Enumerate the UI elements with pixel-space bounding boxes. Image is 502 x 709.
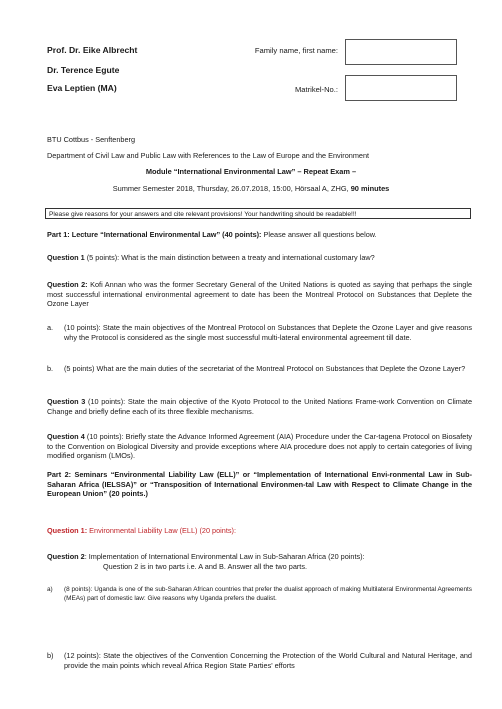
examiner-name-1: Prof. Dr. Eike Albrecht	[47, 45, 138, 55]
part1-q2b-text: (5 points) What are the main duties of the secretariat of the Montreal Protocol on Substances that Deplete the Ozone Layer?	[64, 364, 466, 373]
part2-question-2	[47, 552, 472, 562]
session-text: Summer Semester 2018, Thursday, 26.07.2018, 15:00, Hörsaal A, ZHG,	[112, 184, 351, 193]
part2-qb-text: (12 points): State the objectives of the Convention Concerning the Protection of the World Cultural and Natural Heritage, and provide the main points which reveal Africa Region State Parties' efforts	[64, 651, 472, 670]
family-name-label: Family name, first name:	[254, 46, 338, 55]
part1-question-3	[47, 397, 472, 416]
examiner-name-3: Eva Leptien (MA)	[47, 83, 117, 93]
matrikel-field[interactable]	[345, 75, 457, 101]
part1-question-2a	[47, 323, 472, 342]
module-title: Module “International Environmental Law” – Repeat Exam –	[145, 167, 357, 176]
part1-q1-text: (5 points): What is the main distinction between a treaty and international customary law?	[84, 253, 375, 262]
part2-q2-text: : Implementation of International Environmental Law in Sub-Saharan Africa (20 points):	[84, 552, 365, 561]
part1-q4-label: Question 4	[47, 432, 85, 441]
department: Department of Civil Law and Public Law with References to the Law of Europe and the Environment	[47, 151, 370, 160]
university: BTU Cottbus - Senftenberg	[47, 135, 136, 144]
part2-q2-subtext: Question 2 is in two parts i.e. A and B. Answer all the two parts.	[103, 562, 308, 571]
part1-q2b-label: b.	[47, 364, 54, 373]
exam-session	[0, 184, 502, 193]
matrikel-label: Matrikel-No.:	[294, 85, 338, 94]
family-name-field[interactable]	[345, 39, 457, 65]
part2-question-1	[47, 526, 472, 536]
part1-question-2b	[47, 364, 472, 374]
part1-q2a-text: (10 points): State the main objectives of the Montreal Protocol on Substances that Deplete the Ozone Layer and give reasons why the Protocol is considered as the single most successful multi-lateral environmental agreement till date.	[64, 323, 472, 342]
part2-question-a	[47, 586, 472, 604]
part2-qb-label: b)	[47, 651, 54, 660]
part1-q3-text: (10 points): State the main objective of the Kyoto Protocol to the United Nations Frame-work Convention on Climate Change and briefly define each of its three flexible mechanisms.	[47, 397, 472, 416]
part1-q2a-label: a.	[47, 323, 54, 332]
part1-question-4	[47, 432, 472, 461]
part2-heading: Part 2: Seminars “Environmental Liability Law (ELL)” or “Implementation of International Envi-ronmental Law in Sub-Saharan Africa (IELSSA)” or “Transposition of International Environmen-tal Law with Respect to Climate Change in the European Union” (20 points.)	[47, 470, 472, 499]
part1-question-2	[47, 280, 472, 309]
part1-heading-bold: Part 1: Lecture “International Environmental Law” (40 points):	[47, 230, 262, 239]
part2-question-b	[47, 651, 472, 670]
instructions-notice: Please give reasons for your answers and cite relevant provisions! Your handwriting should be readable!!!	[45, 208, 471, 219]
part2-q2-label: Question 2	[47, 552, 85, 561]
exam-duration: 90 minutes	[350, 184, 390, 193]
part1-heading-rest: Please answer all questions below.	[261, 230, 377, 239]
part1-q2-text: Kofi Annan who was the former Secretary General of the United Nations is quoted as saying that perhaps the single most successful international environmental agreement to date has been the Montreal Protocol on Substances that Deplete the Ozone Layer	[47, 280, 472, 309]
part2-q1-text: Environmental Liability Law (ELL) (20 points):	[87, 526, 236, 535]
part2-qa-text: (8 points): Uganda is one of the sub-Saharan African countries that prefer the dualist approach of making Multilateral Environmental Agreements (MEAs) part of domestic law: Give reasons why Uganda prefers the dualist.	[64, 586, 472, 602]
part1-q2-label: Question 2:	[47, 280, 88, 289]
examiner-name-2: Dr. Terence Egute	[47, 65, 120, 75]
part1-q4-text: (10 points): Briefly state the Advance Informed Agreement (AIA) Procedure under the Car-tagena Protocol on Biosafety to the Convention on Biological Diversity and provide exceptions where AIA procedure does not apply to certain categories of living modified organism (LMOs).	[47, 432, 472, 461]
part2-qa-label: a)	[47, 586, 53, 593]
part1-heading	[47, 230, 472, 240]
part1-q3-label: Question 3	[47, 397, 86, 406]
part2-q1-label: Question 1:	[47, 526, 88, 535]
part1-question-1	[47, 253, 472, 263]
part1-q1-label: Question 1	[47, 253, 85, 262]
